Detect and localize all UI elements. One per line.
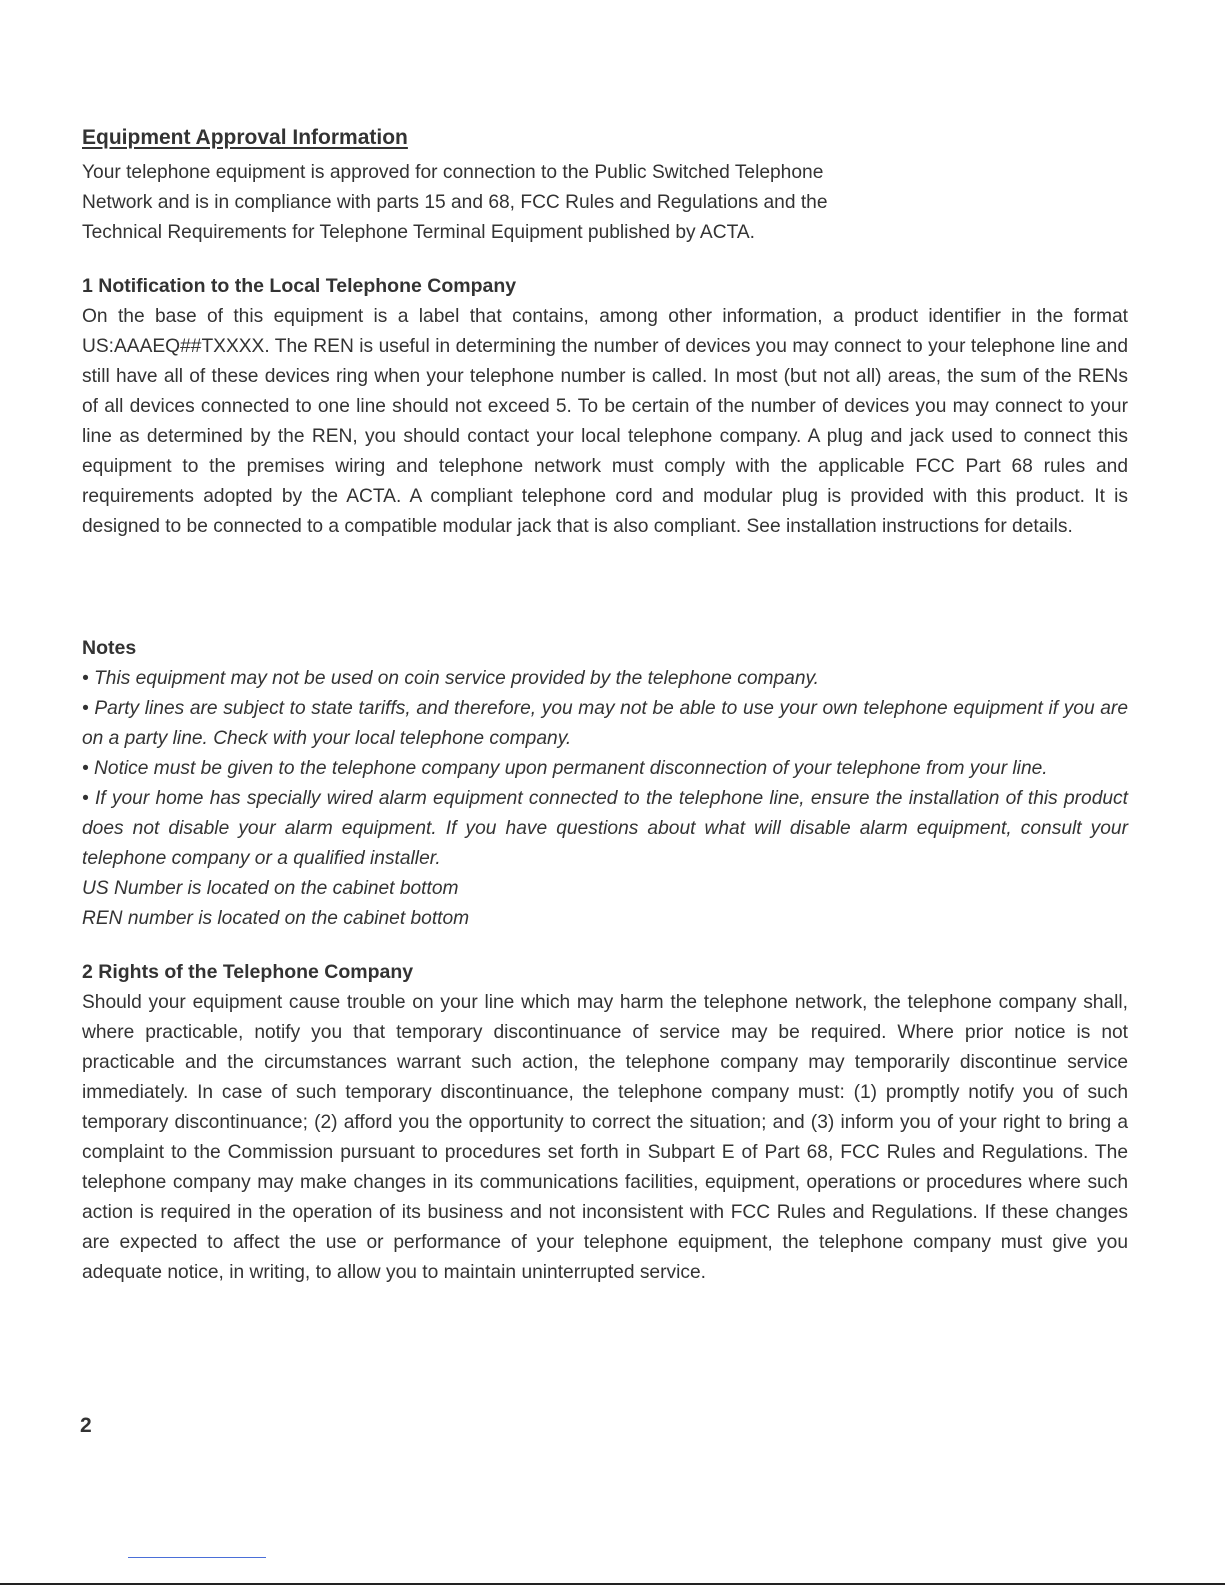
section-notification [82,272,1128,542]
approval-line: Technical Requirements for Telephone Terminal Equipment published by ACTA. [82,222,755,243]
section-rights [82,958,1128,1288]
footer-rule [128,1557,266,1558]
page-number: 2 [80,1414,92,1437]
section-title-notification: 1 Notification to the Local Telephone Company [82,275,517,297]
section-notes [82,634,1128,934]
note-item: • This equipment may not be used on coin service provided by the telephone company. [82,668,819,689]
note-item: • If your home has specially wired alarm equipment connected to the telephone line, ensure the installation of this product does not disable your alarm equipment. If you have questions about what will disable alarm equipment, consult your telephone company or a qualified installer. [82,788,1128,869]
note-item: • Party lines are subject to state tariffs, and therefore, you may not be able to use your own telephone equipment if you are on a party line. Check with your local telephone company. [82,698,1128,749]
rights-body: Should your equipment cause trouble on your line which may harm the telephone network, the telephone company shall, where practicable, notify you that temporary discontinuance of service may be required. Where prior notice is not practicable and the circumstances warrant such action, the telephone company may temporarily discontinue service immediately. In case of such temporary discontinuance, the telephone company must: (1) promptly notify you of such temporary discontinuance; (2) afford you the opportunity to correct the situation; and (3) inform you of your right to bring a complaint to the Commission pursuant to procedures set forth in Subpart E of Part 68, FCC Rules and Regulations. The telephone company may make changes in its communications facilities, equipment, operations or procedures where such action is required in the operation of its business and not inconsistent with FCC Rules and Regulations. If these changes are expected to affect the use or performance of your telephone equipment, the telephone company must give you adequate notice, in writing, to allow you to maintain uninterrupted service. [82,992,1128,1283]
section-title-equipment-approval: Equipment Approval Information [82,126,408,149]
note-item: • Notice must be given to the telephone company upon permanent disconnection of your telephone from your line. [82,758,1048,779]
section-equipment-approval [82,124,1128,248]
section-title-notes: Notes [82,637,137,659]
section-title-rights: 2 Rights of the Telephone Company [82,961,414,983]
approval-line: Your telephone equipment is approved for connection to the Public Switched Telephone [82,162,824,183]
document-page [82,124,1128,1288]
note-item-us-number: US Number is located on the cabinet bottom [82,878,459,899]
notification-body: On the base of this equipment is a label that contains, among other information, a product identifier in the format US:AAAEQ##TXXXX. The REN is useful in determining the number of devices you may connect to your telephone line and still have all of these devices ring when your telephone number is called. In most (but not all) areas, the sum of the RENs of all devices connected to one line should not exceed 5. To be certain of the number of devices you may connect to your line as determined by the REN, you should contact your local telephone company. A plug and jack used to connect this equipment to the premises wiring and telephone network must comply with the applicable FCC Part 68 rules and requirements adopted by the ACTA. A compliant telephone cord and modular plug is provided with this product. It is designed to be connected to a compatible modular jack that is also compliant. See installation instructions for details. [82,306,1128,537]
note-item-ren-number: REN number is located on the cabinet bottom [82,908,470,929]
approval-line: Network and is in compliance with parts 15 and 68, FCC Rules and Regulations and the [82,192,828,213]
